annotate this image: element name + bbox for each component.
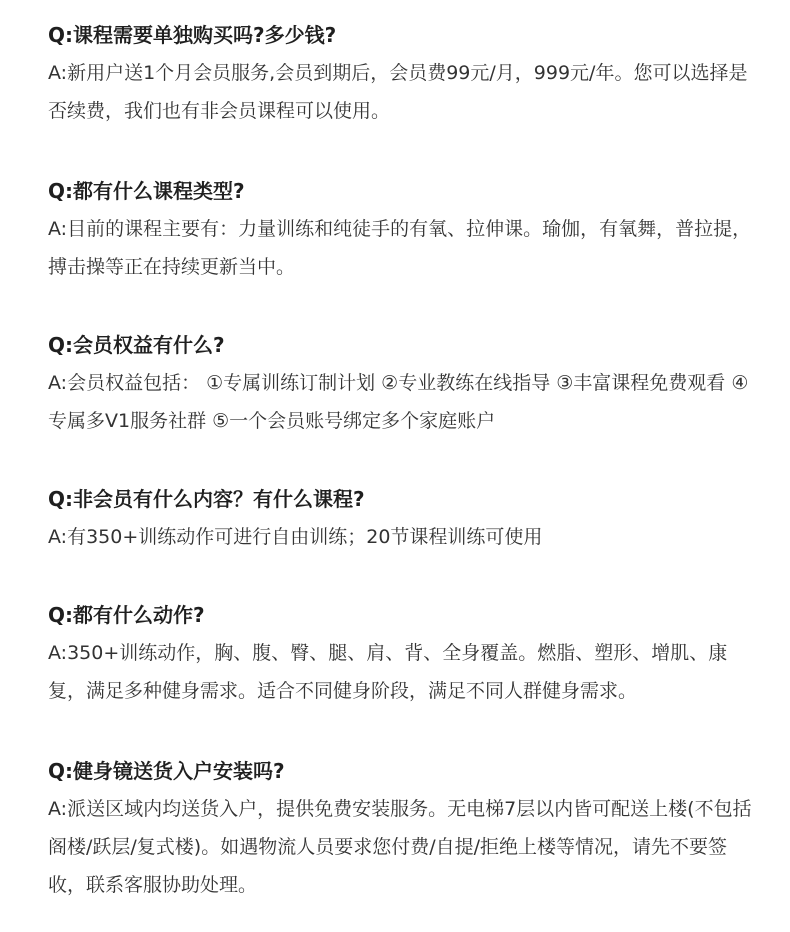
faq-question: Q:会员权益有什么? xyxy=(48,333,225,357)
faq-answer: A:350+训练动作，胸、腹、臀、腿、肩、背、全身覆盖。燃脂、塑形、增肌、康复，满足多种健身需求。适合不同健身阶段，满足不同人群健身需求。 xyxy=(48,642,728,702)
faq-answer: A:新用户送1个月会员服务,会员到期后，会员费99元/月，999元/年。您可以选择是否续费，我们也有非会员课程可以使用。 xyxy=(48,62,748,122)
faq-question: Q:课程需要单独购买吗?多少钱? xyxy=(48,23,337,47)
faq-answer: A:目前的课程主要有：力量训练和纯徒手的有氧、拉伸课。瑜伽，有氧舞，普拉提，搏击操等正在持续更新当中。 xyxy=(48,218,752,278)
faq-item-non-member xyxy=(48,484,752,556)
faq-question: Q:都有什么课程类型? xyxy=(48,179,245,203)
faq-item-course-types xyxy=(48,176,752,286)
faq-answer: A:有350+训练动作可进行自由训练；20节课程训练可使用 xyxy=(48,526,543,548)
faq-question: Q:健身镜送货入户安装吗? xyxy=(48,759,285,783)
faq-item-delivery xyxy=(48,756,752,904)
faq-item-exercises xyxy=(48,600,752,710)
faq-answer: A:会员权益包括： ①专属训练订制计划 ②专业教练在线指导 ③丰富课程免费观看 ④专属多V1服务社群 ⑤一个会员账号绑定多个家庭账户 xyxy=(48,372,749,432)
faq-answer: A:派送区域内均送货入户，提供免费安装服务。无电梯7层以内皆可配送上楼(不包括阁楼/跃层/复式楼)。如遇物流人员要求您付费/自提/拒绝上楼等情况，请先不要签收，联系客服协助处理。 xyxy=(48,798,752,896)
faq-question: Q:都有什么动作? xyxy=(48,603,205,627)
faq-item-member-benefits xyxy=(48,330,752,440)
faq-item-pricing xyxy=(48,20,752,130)
faq-question: Q:非会员有什么内容？有什么课程? xyxy=(48,487,365,511)
